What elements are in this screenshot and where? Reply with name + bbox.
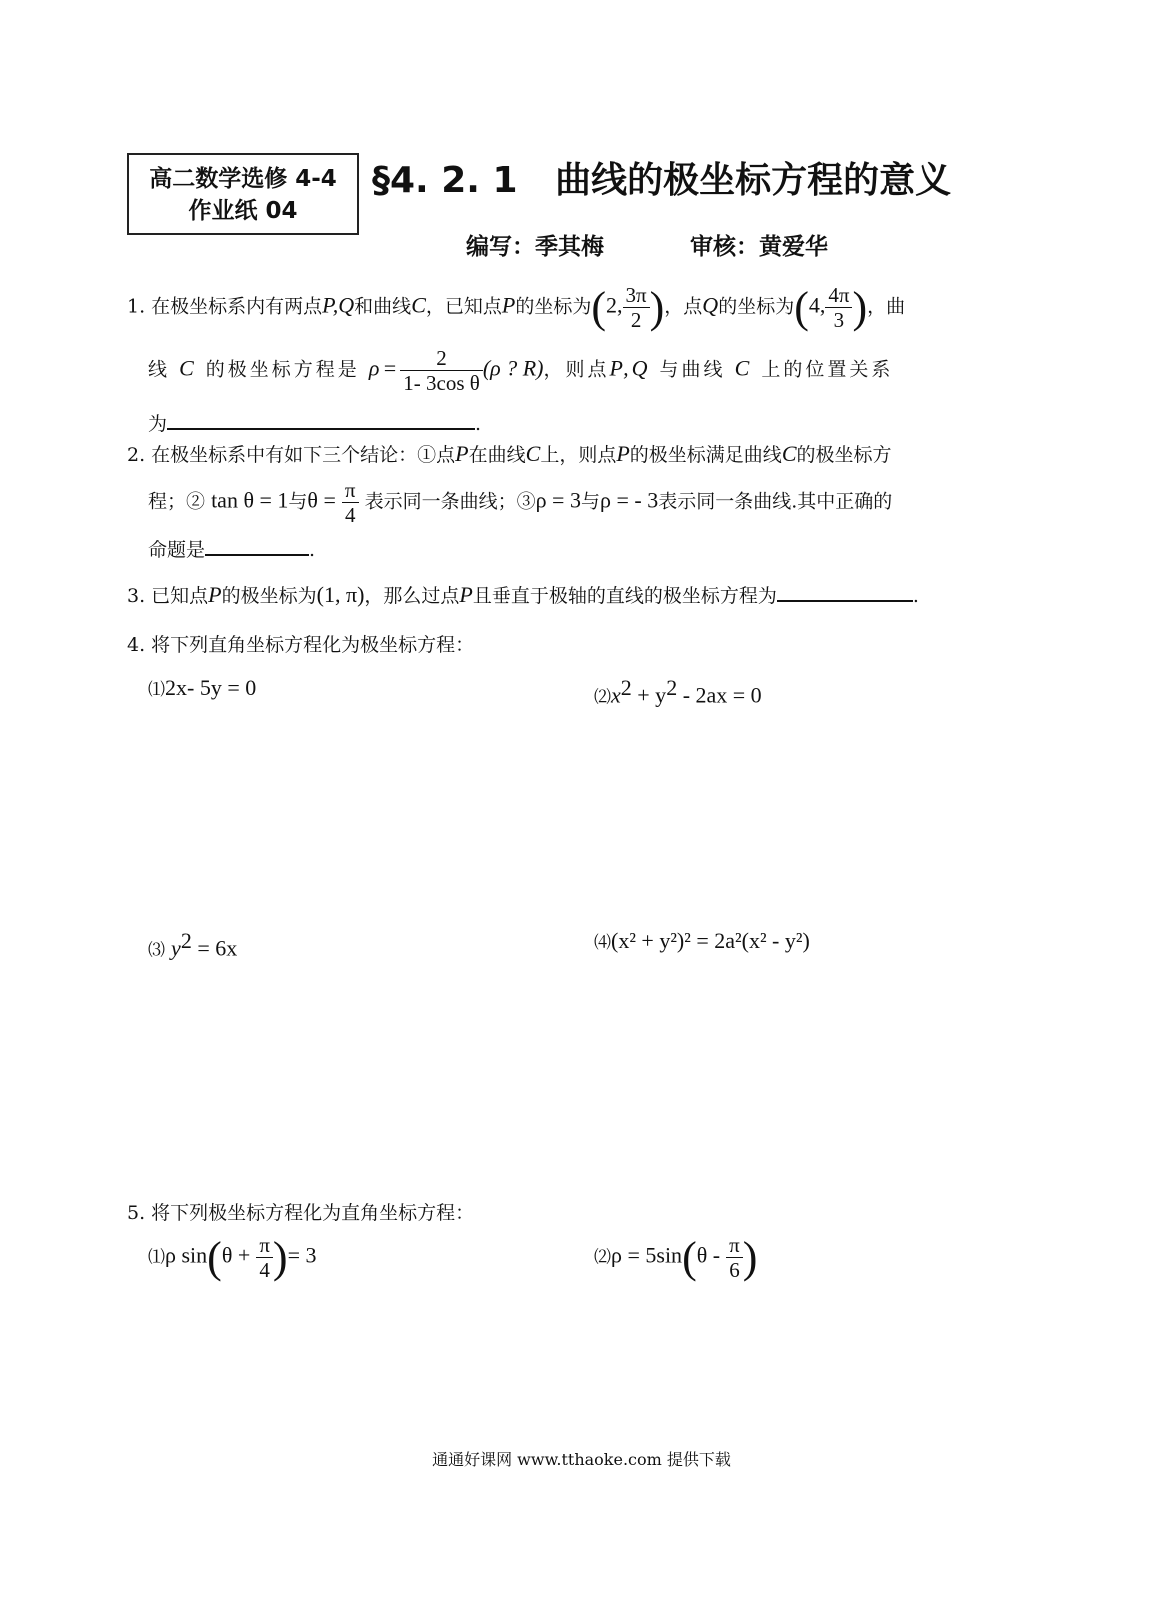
q4-item-3: ⑶ $y^2 = 6x$ bbox=[148, 928, 238, 961]
q3-line: 3. 已知点P的极坐标为(1, π)，那么过点P且垂直于极轴的直线的极坐标方程为 . bbox=[127, 582, 919, 607]
course-label-box bbox=[127, 153, 359, 235]
q5-title: 5. 将下列极坐标方程化为直角坐标方程： bbox=[127, 1202, 475, 1224]
q2-line1: 2. 在极坐标系中有如下三个结论：①点P在曲线C上，则点P的极坐标满足曲线C的极坐标方 bbox=[127, 441, 892, 466]
q4-item-1: ⑴2x- 5y = 0 bbox=[148, 675, 257, 700]
reviewer-credit: 审核：黄爱华 bbox=[690, 234, 828, 260]
rho-fraction: $\frac{2}{\text{1- 3cos θ}}$ bbox=[400, 346, 483, 395]
q4-item-2: $⑵x^2 + y^2 - 2ax = 0$ bbox=[594, 675, 762, 708]
footer-source: 通通好课网 www.tthaoke.com 提供下载 bbox=[432, 1450, 731, 1469]
q1-line3: 为 . bbox=[148, 408, 481, 436]
q2-line3: 命题是 . bbox=[148, 534, 315, 562]
q2-line2: 程；② tan θ = 1与θ = $\frac{\pi}{4}$ 表示同一条曲线；③ρ = 3与ρ = - 3表示同一条曲线.其中正确的 bbox=[148, 478, 893, 527]
q5-2-fraction: $\frac{\pi}{6}$ bbox=[726, 1233, 743, 1282]
q5-1-fraction: $\frac{\pi}{4}$ bbox=[256, 1233, 273, 1282]
q1-line2: 线 C 的极坐标方程是 ρ= $\frac{2}{\text{1- 3cos θ}}$ (ρ ? R)，则点P,Q 与曲线 C 上的位置关系 bbox=[148, 346, 894, 395]
q1-line1: 1. 在极坐标系内有两点P,Q和曲线C，已知点P的坐标为(2, $\frac{3\pi}{2}$ )，点Q的坐标为(4, $\frac{4\pi}{3}$ )，曲 bbox=[127, 283, 906, 332]
q4-title: 4. 将下列直角坐标方程化为极坐标方程： bbox=[127, 634, 475, 656]
q1-answer-blank[interactable] bbox=[167, 408, 475, 430]
q-angle-fraction: $\frac{4\pi}{3}$ bbox=[825, 283, 852, 332]
p-angle-fraction: $\frac{3\pi}{2}$ bbox=[623, 283, 650, 332]
q5-item-2: ⑵ρ = 5sin(θ - $\frac{\pi}{6}$ ) bbox=[594, 1233, 758, 1282]
pi-over-4-fraction: $\frac{\pi}{4}$ bbox=[342, 478, 359, 527]
course-label: 高二数学选修 4-4 bbox=[149, 166, 337, 192]
q2-answer-blank[interactable] bbox=[205, 534, 309, 556]
q4-item-4: ⑷(x² + y²)² = 2a²(x² - y²) bbox=[594, 928, 810, 953]
worksheet-number: 作业纸 04 bbox=[188, 198, 298, 224]
page-title: §4. 2. 1 曲线的极坐标方程的意义 bbox=[372, 160, 952, 201]
q3-answer-blank[interactable] bbox=[777, 580, 913, 602]
q5-item-1: ⑴ρ sin(θ + $\frac{\pi}{4}$ )= 3 bbox=[148, 1233, 317, 1282]
author-credit: 编写：季其梅 bbox=[466, 234, 604, 260]
